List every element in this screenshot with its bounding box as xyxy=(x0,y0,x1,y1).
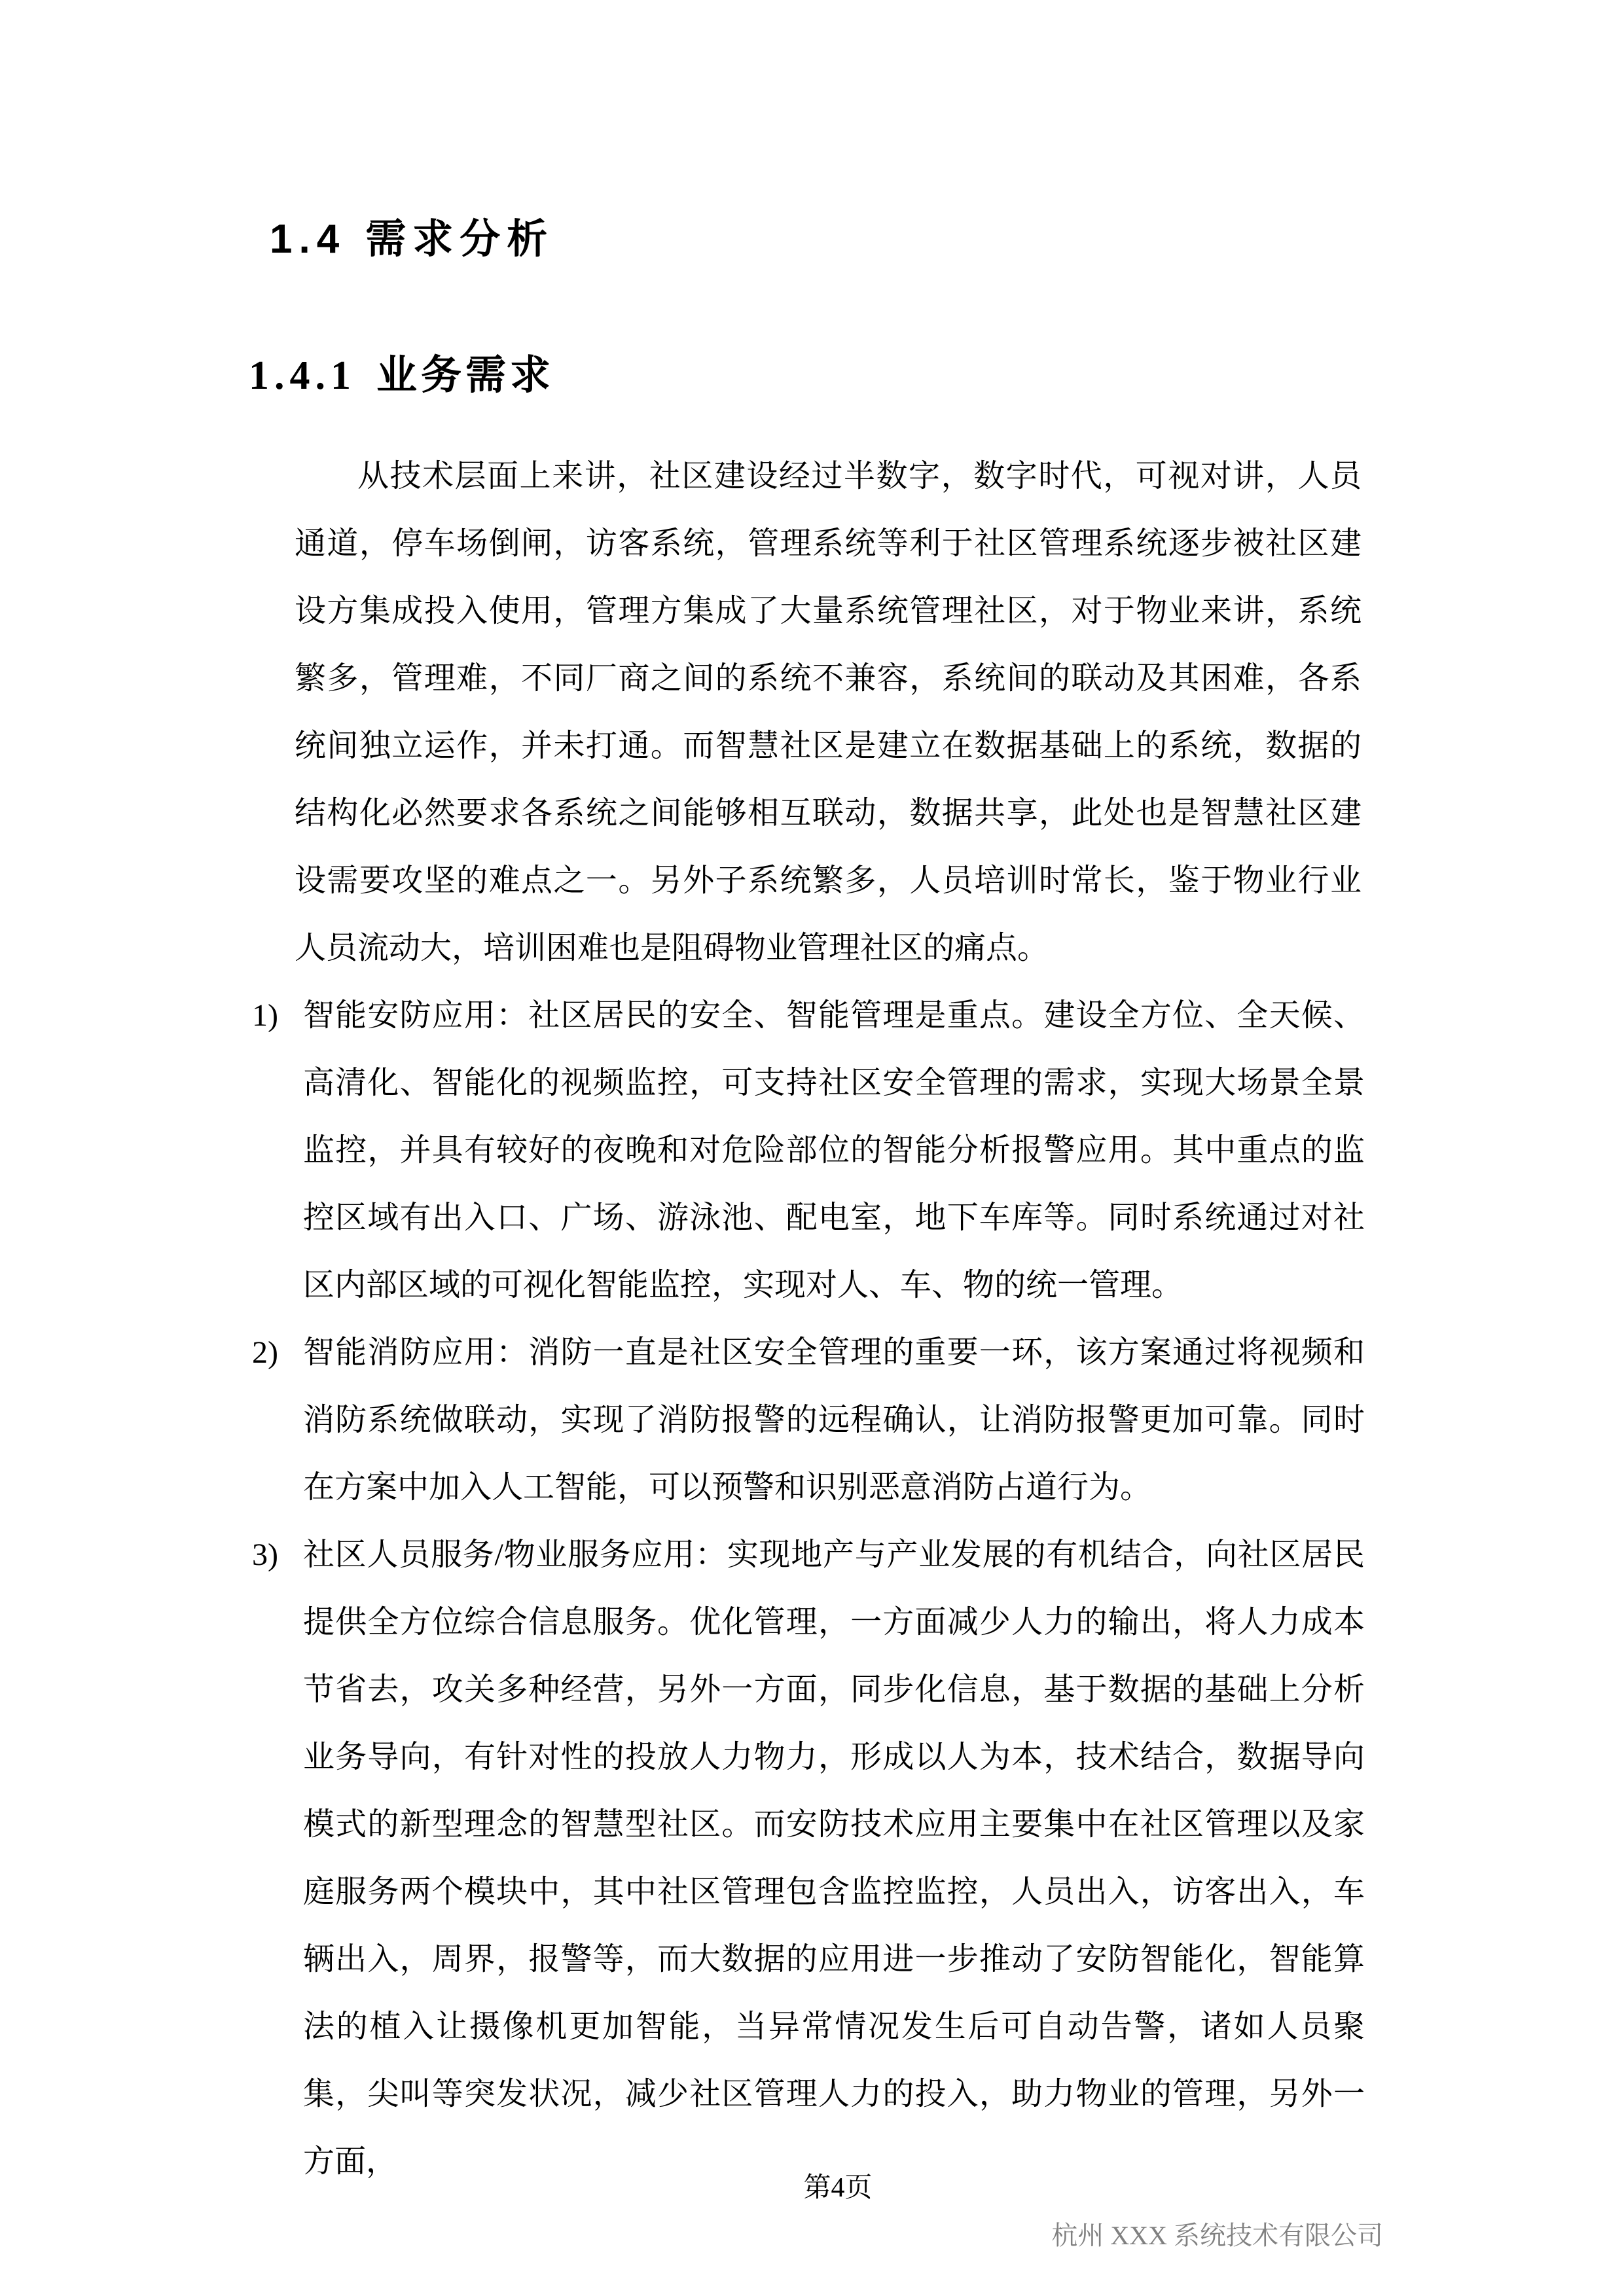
heading-2-number: 1.4.1 xyxy=(249,353,356,398)
list-item-text: 智能消防应用：消防一直是社区安全管理的重要一环，该方案通过将视频和消防系统做联动，实现了消防报警的远程确认，让消防报警更加可靠。同时在方案中加入人工智能，可以预警和识别恶意消防占道行为。 xyxy=(303,1335,1365,1505)
list-item-marker: 2) xyxy=(252,1335,278,1370)
heading-1-number: 1.4 xyxy=(270,217,346,262)
footer-company-name: 杭州 XXX 系统技术有限公司 xyxy=(1051,2221,1383,2250)
list-item xyxy=(252,982,1365,1319)
list-item-marker: 1) xyxy=(252,998,278,1033)
list-item xyxy=(252,1319,1365,1521)
heading-1 xyxy=(270,217,554,262)
list-item-text: 社区人员服务/物业服务应用：实现地产与产业发展的有机结合，向社区居民提供全方位综合信息服务。优化管理，一方面减少人力的输出，将人力成本节省去，攻关多种经营，另外一方面，同步化信息，基于数据的基础上分析业务导向，有针对性的投放人力物力，形成以人为本，技术结合，数据导向模式的新型理念的智慧型社区。而安防技术应用主要集中在社区管理以及家庭服务两个模块中，其中社区管理包含监控监控，人员出入，访客出入，车辆出入，周界，报警等，而大数据的应用进一步推动了安防智能化，智能算法的植入让摄像机更加智能，当异常情况发生后可自动告警，诸如人员聚集，尖叫等突发状况，减少社区管理人力的投入，助力物业的管理，另外一方面， xyxy=(303,1537,1365,2179)
intro-paragraph: 从技术层面上来讲，社区建设经过半数字，数字时代，可视对讲，人员通道，停车场倒闸，访客系统，管理系统等利于社区管理系统逐步被社区建设方集成投入使用，管理方集成了大量系统管理社区，对于物业来讲，系统繁多，管理难，不同厂商之间的系统不兼容，系统间的联动及其困难，各系统间独立运作，并未打通。而智慧社区是建立在数据基础上的系统，数据的结构化必然要求各系统之间能够相互联动，数据共享，此处也是智慧社区建设需要攻坚的难点之一。另外子系统繁多，人员培训时常长，鉴于物业行业人员流动大，培训困难也是阻碍物业管理社区的痛点。 xyxy=(295,459,1362,965)
heading-1-text: 需求分析 xyxy=(365,217,554,262)
list-item-marker: 3) xyxy=(252,1537,278,1572)
heading-2-text: 业务需求 xyxy=(376,353,555,398)
list-item-text: 智能安防应用：社区居民的安全、智能管理是重点。建设全方位、全天候、高清化、智能化的视频监控，可支持社区安全管理的需求，实现大场景全景监控，并具有较好的夜晚和对危险部位的智能分析报警应用。其中重点的监控区域有出入口、广场、游泳池、配电室，地下车库等。同时系统通过对社区内部区域的可视化智能监控，实现对人、车、物的统一管理。 xyxy=(303,998,1365,1302)
heading-2 xyxy=(249,353,554,398)
numbered-list xyxy=(252,982,1365,2195)
body-text xyxy=(252,442,1365,2195)
list-item xyxy=(252,1521,1365,2195)
footer-page-number: 第4页 xyxy=(803,2173,873,2203)
